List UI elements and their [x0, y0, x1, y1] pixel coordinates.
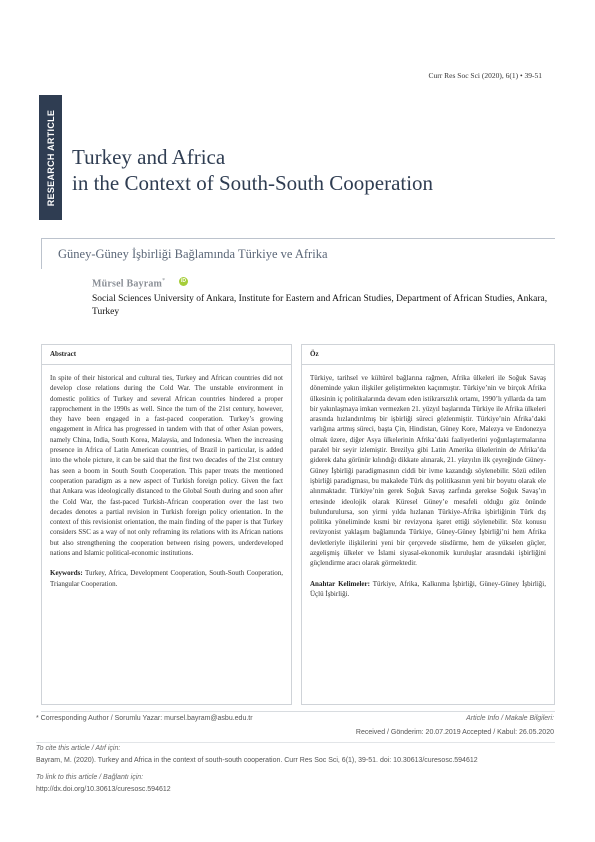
- orcid-icon[interactable]: iD: [181, 278, 186, 284]
- article-type-tab: [39, 95, 62, 220]
- abstract-text: In spite of their historical and cultural ties, Turkey and African countries did not develop close relations during the Cold War. The unstable environment in domestic politics of Turkey and several African countries hindered a proper rapprochement in the 1990s as well. Since the turn of the 21st century, however, they have been engaged in a fast-paced cooperation. Turkey’s growing engagement in Africa has progressed in tandem with that of other Asian powers, namely China, India, South Korea, Malaysia, and Indonesia. When the increasing presence in Africa of Latin American countries, of Brazil in particular, is added into the whole picture, it can be said that the first two decades of the 21st century has seen a boom in South South Cooperation. This paper treats the mentioned cooperation paradigm as a new aspect of Turkish foreign policy. Given the fact that Ankara was ideologically distanced to the Global South during and soon after the Cold War, the fast-paced Turkish-African cooperation over the last two decades denotes a partial revision in Turkish foreign policy orientation. In the context of this revisionist orientation, the main finding of the paper is that Turkey considers SSC as a way of not only reframing its relations with its African nations but also strengthening the cooperation between rising powers, underdeveloped nations and Islamic political-economic institutions.: [50, 374, 283, 558]
- article-title: [72, 144, 433, 196]
- abstract-keywords: [50, 568, 283, 589]
- turkish-title: Güney-Güney İşbirliği Bağlamında Türkiye ve Afrika: [58, 247, 328, 261]
- anahtar-kelimeler-label: Anahtar Kelimeler:: [310, 579, 370, 588]
- footer-divider-2: [36, 742, 555, 743]
- article-type-label: RESEARCH ARTICLE: [45, 109, 56, 206]
- author-affiliation: Social Sciences University of Ankara, Institute for Eastern and African Studies, Department of African Studies, Ankara, Turkey: [92, 294, 548, 317]
- doi-link[interactable]: http://dx.doi.org/10.30613/curesosc.594612: [36, 786, 171, 793]
- abstract-body: [50, 373, 283, 589]
- article-dates: Received / Gönderim: 20.07.2019 Accepted / Kabul: 26.05.2020: [355, 729, 554, 736]
- citation-text: Bayram, M. (2020). Turkey and Africa in the context of south-south cooperation. Curr Res Soc Sci, 6(1), 39-51. doi: 10.30613/curesosc.594612: [36, 757, 478, 764]
- corresponding-author: * Corresponding Author / Sorumlu Yazar: mursel.bayram@asbu.edu.tr: [36, 715, 253, 722]
- keywords-text: Turkey, Africa, Development Cooperation, South-South Cooperation, Triangular Cooperation.: [50, 569, 283, 588]
- oz-box: [301, 344, 555, 705]
- oz-keywords: [310, 579, 546, 600]
- anahtar-kelimeler-text: Türkiye, Afrika, Kalkınma İşbirliği, Güney-Güney İşbirliği, Üçlü İşbirliği.: [310, 579, 546, 598]
- article-info-label: Article Info / Makale Bilgileri:: [466, 715, 554, 722]
- oz-text: Türkiye, tarihsel ve kültürel bağlarına rağmen, Afrika ülkeleri ile Soğuk Savaş döneminde yakın ilişkiler geliştirmekten kaçınmıştır. Türkiye’nin ve birçok Afrika ülkesinin iç politikalarında devam eden istikrarsızlık ortamı, 1990’lı yıllarda da tam bir yakınlaşmaya imkan vermezken 21. yüzyıl başlarında Türkiye ile Afrika ülkeleri arasında hızlandırılmış bir işbirliği süreci gözlenmiştir. Türkiye’nin Afrika’daki varlığına artmış süreci, başta Çin, Hindistan, Güney Kore, Malezya ve Endonezya olmak üzere, diğer Asya ülkelerinin Afrika’daki faaliyetlerini yoğunlaştırmalarına paralel bir seyir izlemiştir. Brezilya gibi Latin Amerika ülkelerinin de Afrika’da giderek daha görünür kılındığı dikkate alınarak, 21. yüzyılın ilk çeyreğinde Güney-Güney İşbirliği paradigmasının ciddi bir ivme kazandığı söylenebilir. Sözü edilen işbirliği paradigması, bu makalede Türk dış politikasının yeni bir boyutu olarak ele alınmaktadır. Türkiye’nin gerek Soğuk Savaş zarfında gerekse Soğuk Savaş’ın ertesinde ideolojik olarak Küresel Güney’e mesafeli olduğu göz önünde bulundurulursa, son yirmi yılda hızlanan Türkiye-Afrika işbirliğinin Türk dış politika yöneliminde kısmi bir revizyona işaret ettiği söylenebilir. Söz konusu revizyonist yaklaşım bağlamında Türkiye, Güney-Güney İşbirliği’ni hem Afrika devletleriyle ilişkilerini yeni bir çerçevede süsdürme, hem de yükselen güçler, azgelişmiş ülkeler ve İslami siyasal-ekonomik kuruluşlar arasındaki işbirliğini güçlendirme aracı olarak görmektedir.: [310, 374, 546, 568]
- abstract-box: [41, 344, 292, 705]
- abstract-header: [42, 345, 291, 365]
- oz-heading: Öz: [310, 350, 319, 358]
- corresponding-mark: *: [162, 278, 166, 284]
- footer-divider: [41, 711, 555, 712]
- cite-label: To cite this article / Atıf için:: [36, 745, 121, 752]
- author-name: [92, 278, 165, 289]
- journal-reference: Curr Res Soc Sci (2020), 6(1) • 39-51: [428, 71, 542, 80]
- oz-header: [302, 345, 554, 365]
- article-title-line-1: Turkey and Africa: [72, 145, 226, 169]
- author-name-text: Mürsel Bayram: [92, 278, 163, 290]
- oz-body: [310, 373, 546, 599]
- link-label: To link to this article / Bağlantı için:: [36, 774, 144, 781]
- article-title-line-2: in the Context of South-South Cooperation: [72, 171, 434, 195]
- abstract-heading: Abstract: [50, 350, 77, 358]
- keywords-label: Keywords:: [50, 569, 83, 578]
